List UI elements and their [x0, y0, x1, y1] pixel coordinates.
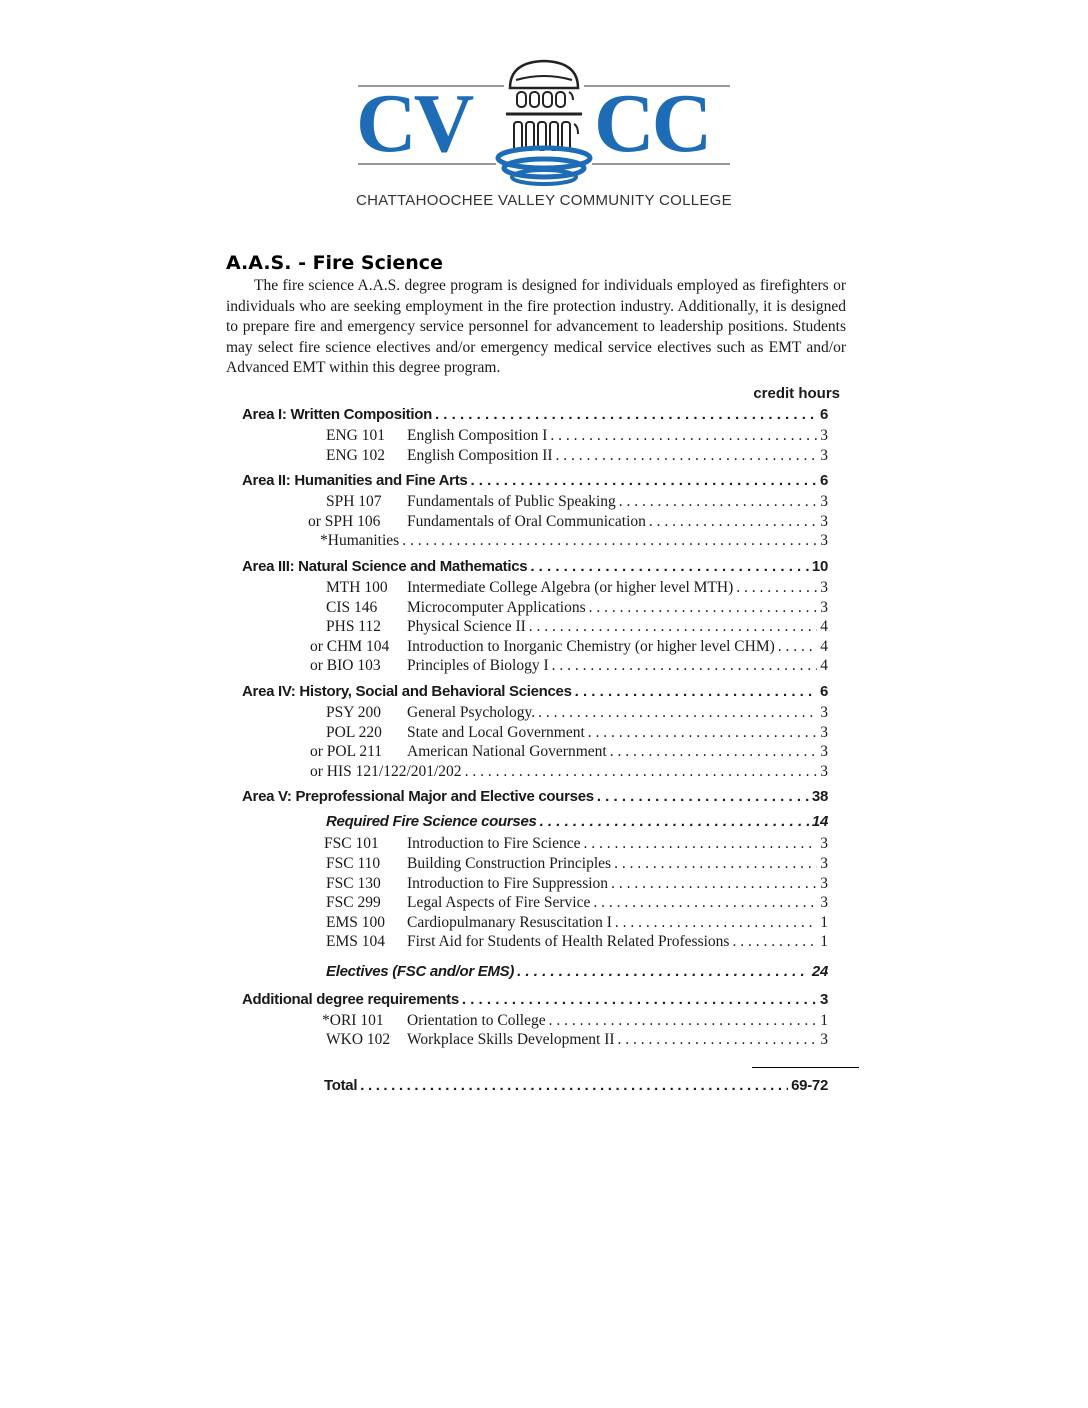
dot-leader: [619, 493, 817, 511]
course-code: MTH 100: [326, 578, 388, 596]
course-code: or HIS 121/122/201/202: [310, 762, 462, 780]
total-divider: [752, 1067, 859, 1068]
course-name: General Psychology.: [407, 703, 536, 721]
area-heading-hours: 10: [811, 557, 828, 575]
area-heading-hours: 6: [819, 682, 828, 700]
course-hours: 3: [820, 703, 828, 721]
course-hours: 3: [820, 446, 828, 464]
course-hours: 3: [820, 835, 828, 853]
dot-leader: [575, 683, 817, 700]
area-heading-label: Area V: Preprofessional Major and Elective courses: [242, 788, 594, 806]
dot-leader: [588, 724, 817, 742]
course-code-cell: [242, 532, 399, 550]
course-code: SPH 107: [326, 493, 382, 511]
dot-leader: [614, 855, 817, 873]
course-code: EMS 104: [326, 933, 385, 951]
course-code-cell: [242, 835, 407, 853]
course-hours: 4: [820, 657, 828, 675]
course-code: ENG 101: [326, 427, 385, 444]
course-row: [242, 875, 828, 895]
dot-leader: [583, 835, 817, 853]
course-row: [242, 579, 828, 599]
course-row: [242, 914, 828, 934]
course-name: Building Construction Principles: [407, 854, 612, 872]
course-code: EMS 100: [326, 913, 385, 931]
logo-letters-left: CV: [356, 77, 472, 170]
course-name: Microcomputer Applications: [407, 598, 586, 616]
additional-requirements-heading: [242, 991, 828, 1012]
area-heading-label: Area II: Humanities and Fine Arts: [242, 472, 468, 490]
course-code: or POL 211: [310, 743, 383, 761]
course-code: ENG 102: [326, 446, 385, 464]
dot-leader: [593, 894, 817, 912]
dot-leader: [529, 618, 817, 636]
course-row: [242, 743, 828, 763]
course-hours: 3: [820, 723, 828, 741]
area-heading-label: Area IV: History, Social and Behavioral Sciences: [242, 682, 572, 700]
required-fsc-heading-label: Required Fire Science courses: [326, 813, 537, 831]
course-hours: 3: [820, 532, 828, 550]
course-row: [242, 618, 828, 638]
course-code-cell: [242, 704, 407, 722]
course-name: English Composition I: [407, 427, 548, 444]
course-name: Workplace Skills Development II: [407, 1031, 615, 1049]
course-code-cell: [242, 1031, 407, 1049]
dot-leader: [649, 513, 817, 531]
total-hours: 69-72: [791, 1077, 828, 1094]
course-code-cell: [242, 763, 462, 781]
area-heading-label: Area III: Natural Science and Mathematics: [242, 557, 528, 575]
course-row: [242, 447, 828, 467]
course-hours: 3: [820, 762, 828, 780]
course-row: [242, 1012, 828, 1032]
course-code-cell: [242, 638, 407, 656]
dot-leader: [552, 657, 818, 675]
area-heading: [242, 406, 828, 427]
course-hours: 3: [820, 493, 828, 511]
course-code: POL 220: [326, 723, 382, 741]
program-title: A.A.S. - Fire Science: [226, 252, 443, 274]
course-code-cell: [242, 579, 407, 597]
course-row: [242, 724, 828, 744]
dot-leader: [462, 991, 817, 1008]
course-code: PSY 200: [326, 703, 381, 721]
course-hours: 1: [820, 933, 828, 951]
dot-leader: [778, 638, 817, 656]
total-row: [324, 1077, 828, 1094]
area-heading-hours: 6: [819, 406, 828, 423]
course-hours: 1: [820, 1011, 828, 1029]
dot-leader: [597, 788, 809, 805]
dot-leader: [611, 875, 817, 893]
electives-heading-hours: 24: [811, 962, 828, 980]
dot-leader: [530, 558, 809, 575]
college-name: CHATTAHOOCHEE VALLEY COMMUNITY COLLEGE: [356, 192, 732, 209]
course-hours: 3: [820, 1031, 828, 1049]
dot-leader: [610, 743, 818, 761]
course-code: *Humanities: [320, 532, 400, 550]
course-row: [242, 493, 828, 513]
course-code-cell: [242, 427, 407, 445]
required-fsc-heading-hours: 14: [811, 813, 828, 831]
course-code-cell: [242, 1012, 407, 1030]
course-row: [242, 638, 828, 658]
area-heading: [242, 472, 828, 493]
course-code: or SPH 106: [308, 512, 381, 530]
course-code: FSC 101: [324, 835, 379, 853]
course-code: PHS 112: [326, 618, 381, 636]
dot-leader: [470, 472, 817, 489]
additional-requirements-heading-hours: 3: [819, 990, 828, 1008]
credit-hours-header: credit hours: [753, 385, 840, 402]
course-row: [242, 532, 828, 552]
course-hours: 3: [820, 743, 828, 761]
course-requirements-list: [242, 406, 828, 1051]
dot-leader: [589, 599, 818, 617]
course-code-cell: [242, 618, 407, 636]
course-name: Introduction to Inorganic Chemistry (or higher level CHM): [407, 637, 775, 655]
area-heading: [242, 558, 828, 579]
course-name: Introduction to Fire Suppression: [407, 874, 609, 892]
course-name: Introduction to Fire Science: [407, 835, 581, 853]
course-hours: 3: [820, 854, 828, 872]
course-name: First Aid for Students of Health Related Professions: [407, 933, 730, 951]
course-row: [242, 855, 828, 875]
course-name: English Composition II: [407, 446, 553, 464]
course-row: [242, 427, 828, 447]
dot-leader: [615, 914, 817, 932]
course-hours: 3: [820, 427, 828, 444]
course-hours: 3: [820, 578, 828, 596]
dot-leader: [556, 447, 818, 465]
course-row: [242, 599, 828, 619]
dot-leader: [549, 1012, 818, 1030]
dot-leader: [360, 1077, 788, 1094]
course-name: Fundamentals of Public Speaking: [407, 493, 616, 511]
course-hours: 3: [820, 598, 828, 616]
course-code-cell: [242, 657, 407, 675]
course-name: Principles of Biology I: [407, 657, 549, 675]
electives-heading: [242, 963, 828, 985]
total-label: Total: [324, 1077, 358, 1094]
course-name: Physical Science II: [407, 618, 526, 636]
course-name: Intermediate College Algebra (or higher level MTH): [407, 578, 734, 596]
course-row: [242, 894, 828, 914]
course-row: [242, 513, 828, 533]
course-name: Fundamentals of Oral Communication: [407, 512, 646, 530]
course-row: [242, 763, 828, 783]
dot-leader: [618, 1031, 818, 1049]
course-name: Orientation to College: [407, 1011, 546, 1029]
course-name: State and Local Government: [407, 723, 585, 741]
dot-leader: [435, 406, 817, 423]
course-row: [242, 835, 828, 855]
course-name: Legal Aspects of Fire Service: [407, 894, 591, 912]
course-name: Cardiopulmanary Resuscitation I: [407, 913, 612, 931]
course-code-cell: [242, 599, 407, 617]
area-heading-hours: 38: [811, 788, 828, 806]
course-code: or CHM 104: [310, 637, 390, 655]
area-heading: [242, 683, 828, 704]
college-logo: [356, 58, 732, 208]
dot-leader: [736, 579, 817, 597]
course-code: CIS 146: [326, 598, 378, 616]
course-code: *ORI 101: [322, 1011, 384, 1029]
course-code: FSC 110: [326, 854, 381, 872]
course-hours: 3: [820, 512, 828, 530]
course-name: American National Government: [407, 743, 607, 761]
course-code-cell: [242, 447, 407, 465]
course-code-cell: [242, 933, 407, 951]
dot-leader: [538, 704, 817, 722]
course-code-cell: [242, 855, 407, 873]
course-code: or BIO 103: [310, 657, 381, 675]
dot-leader: [550, 427, 817, 445]
course-code: WKO 102: [326, 1031, 391, 1049]
course-code-cell: [242, 894, 407, 912]
course-hours: 1: [820, 913, 828, 931]
course-row: [242, 933, 828, 953]
additional-requirements-heading-label: Additional degree requirements: [242, 990, 459, 1008]
course-hours: 3: [820, 894, 828, 912]
course-code-cell: [242, 914, 407, 932]
course-code-cell: [242, 724, 407, 742]
course-code: FSC 299: [326, 894, 381, 912]
course-code-cell: [242, 513, 407, 531]
area-heading: [242, 788, 828, 809]
dot-leader: [465, 763, 818, 781]
dot-leader: [402, 532, 817, 550]
dot-leader: [517, 963, 809, 980]
area-heading-hours: 6: [819, 472, 828, 490]
dot-leader: [732, 933, 817, 951]
program-description: The fire science A.A.S. degree program is designed for individuals employed as firefighters or individuals who are seeking employment in the fire protection industry. Additionally, it is designed to prepare fire and emergency service personnel for advancement to leadership positions. Students may select fire science electives and/or emergency medical service electives such as EMT and/or Advanced EMT within this degree program.: [226, 277, 846, 377]
electives-heading-label: Electives (FSC and/or EMS): [326, 962, 515, 980]
course-code-cell: [242, 875, 407, 893]
course-row: [242, 704, 828, 724]
course-row: [242, 657, 828, 677]
course-row: [242, 1031, 828, 1051]
dot-leader: [540, 813, 809, 830]
area-heading-label: Area I: Written Composition: [242, 406, 432, 423]
course-hours: 3: [820, 874, 828, 892]
logo-letters-right: CC: [594, 77, 710, 170]
course-code-cell: [242, 493, 407, 511]
course-hours: 4: [820, 637, 828, 655]
course-code-cell: [242, 743, 407, 761]
course-code: FSC 130: [326, 874, 381, 892]
required-fsc-heading: [242, 813, 828, 835]
course-hours: 4: [820, 618, 828, 636]
